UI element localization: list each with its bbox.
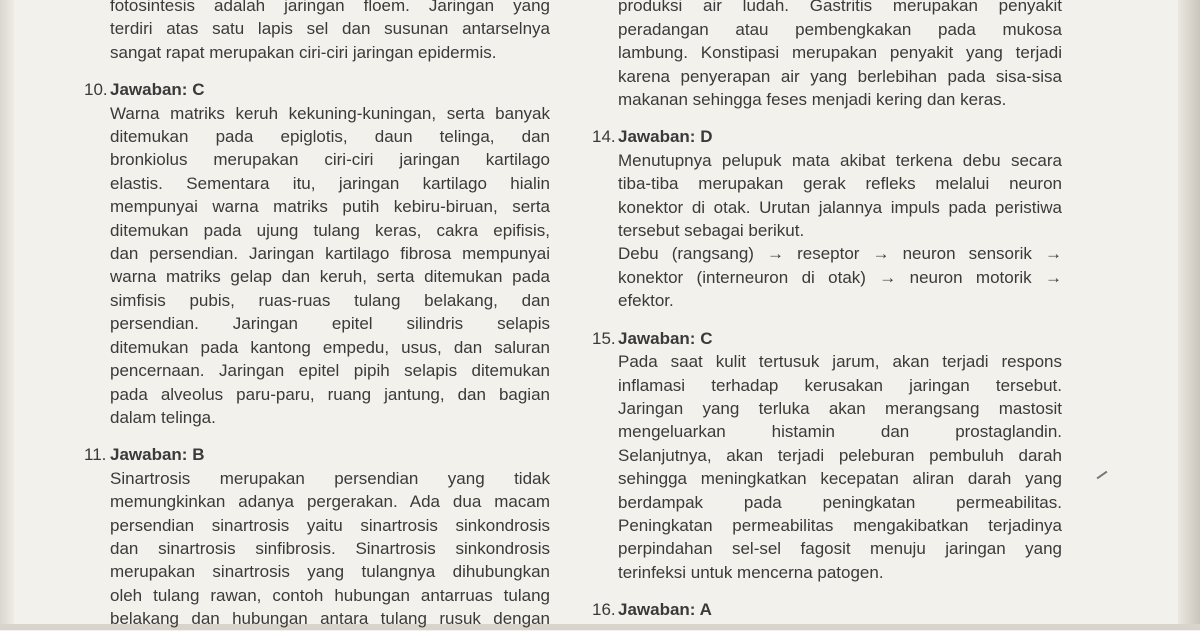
- text-line: Debu (rangsang) → reseptor → neuron sensorik →: [618, 244, 1062, 264]
- text-line: mengeluarkan histamin dan prostaglandin.: [618, 422, 1062, 442]
- text-line: Pada saat kulit tertusuk jarum, akan terjadi respons: [618, 352, 1062, 372]
- text-line: konektor (interneuron di otak) → neuron motorik →: [618, 267, 1062, 287]
- answer-label: Jawaban: C: [110, 80, 205, 100]
- answer-explanation-11: [110, 467, 550, 631]
- answer-heading-11: [84, 443, 550, 466]
- question-number: 14.: [592, 127, 616, 147]
- text-line: terdiri atas satu lapis sel dan susunan antarselnya: [110, 19, 550, 39]
- text-line: sangat rapat merupakan ciri-ciri jaringan epidermis.: [110, 42, 497, 62]
- text-line: Peningkatan permeabilitas mengakibatkan terjadinya: [618, 515, 1062, 535]
- answer-heading-10: [84, 78, 550, 101]
- text-line: terinfeksi untuk mencerna patogen.: [618, 562, 884, 582]
- text-line: produksi air ludah. Gastritis merupakan penyakit: [618, 0, 1062, 16]
- text-line: dalam telinga.: [110, 407, 216, 427]
- answer-label: Jawaban: D: [618, 127, 713, 147]
- answer-explanation-10: [110, 102, 550, 430]
- text-line: ditemukan pada ujung tulang keras, cakra epifisis,: [110, 220, 550, 240]
- question-number: 15.: [592, 328, 616, 348]
- answer-explanation-14: [618, 149, 1062, 313]
- answer-explanation-15: [618, 350, 1062, 584]
- text-line: Menutupnya pelupuk mata akibat terkena debu secara: [618, 150, 1062, 170]
- text-line: efektor.: [618, 291, 674, 311]
- text-line: mempunyai warna matriks putih kebiru-biruan, serta: [110, 197, 550, 217]
- text-line: bronkiolus merupakan ciri-ciri jaringan kartilago: [110, 150, 550, 170]
- text-line: pada alveolus paru-paru, ruang jantung, dan bagian: [110, 384, 550, 404]
- answer-heading-14: [592, 125, 1062, 148]
- text-line: tiba-tiba merupakan gerak refleks melalui neuron: [618, 174, 1062, 194]
- text-line: fotosintesis adalah jaringan floem. Jaringan yang: [110, 0, 550, 15]
- text-line: persendian. Jaringan epitel silindris selapis: [110, 314, 550, 334]
- answer-label: Jawaban: A: [618, 600, 712, 620]
- text-line: oleh tulang rawan, contoh hubungan antarruas tulang: [110, 585, 550, 605]
- text-line: pencernaan. Jaringan epitel pipih selapis ditemukan: [110, 361, 550, 381]
- text-line: Sinartrosis merupakan persendian yang tidak: [110, 468, 550, 488]
- text-line: ditemukan pada kantong empedu, usus, dan saluran: [110, 337, 550, 357]
- answer-label: Jawaban: B: [110, 445, 205, 465]
- text-line: persendian sinartrosis yaitu sinartrosis sinkondrosis: [110, 515, 550, 535]
- text-line: Jaringan yang terluka akan merangsang mastosit: [618, 398, 1062, 418]
- page-edge-left: [0, 0, 14, 630]
- text-line: makanan sehingga feses menjadi kering dan keras.: [618, 90, 1007, 110]
- right-intro-paragraph: [618, 0, 1062, 111]
- left-intro-paragraph: [110, 0, 550, 64]
- question-number: 11.: [84, 445, 107, 465]
- text-line: konektor di otak. Urutan jalannya impuls pada peristiwa: [618, 197, 1062, 217]
- text-line: ditemukan pada epiglotis, daun telinga, dan: [110, 127, 550, 147]
- question-number: 16.: [592, 600, 616, 620]
- question-number: 10.: [84, 80, 108, 100]
- page-edge-right: [1178, 0, 1200, 630]
- answer-heading-15: [592, 327, 1062, 350]
- left-column: [84, 0, 550, 631]
- text-line: dan persendian. Jaringan kartilago fibrosa mempunyai: [110, 244, 550, 264]
- answer-label: Jawaban: C: [618, 328, 713, 348]
- text-line: lambung. Konstipasi merupakan penyakit yang terjadi: [618, 43, 1062, 63]
- text-line: merupakan sinartrosis yang tulangnya dihubungkan: [110, 562, 550, 582]
- text-line: belakang dan hubungan antara tulang rusuk dengan: [110, 609, 550, 629]
- text-line: memungkinkan adanya pergerakan. Ada dua macam: [110, 492, 550, 512]
- right-column: [592, 0, 1062, 622]
- text-line: inflamasi terhadap kerusakan jaringan tersebut.: [618, 375, 1062, 395]
- text-line: Selanjutnya, akan terjadi peleburan pembuluh darah: [618, 445, 1062, 465]
- pen-mark: [1097, 471, 1108, 480]
- text-line: berdampak pada peningkatan permeabilitas.: [618, 492, 1062, 512]
- text-line: karena penyerapan air yang berlebihan pada sisa-sisa: [618, 66, 1062, 86]
- text-line: tersebut sebagai berikut.: [618, 221, 805, 241]
- text-line: dan sinartrosis sinfibrosis. Sinartrosis sinkondrosis: [110, 538, 550, 558]
- text-line: perpindahan sel-sel fagosit menuju jaringan yang: [618, 539, 1062, 559]
- text-line: elastis. Sementara itu, jaringan kartilago hialin: [110, 173, 550, 193]
- text-line: peradangan atau pembengkakan pada mukosa: [618, 19, 1062, 39]
- answer-heading-16: [592, 598, 1062, 621]
- text-line: warna matriks gelap dan keruh, serta ditemukan pada: [110, 267, 550, 287]
- text-line: sehingga meningkatkan kecepatan aliran darah yang: [618, 469, 1062, 489]
- text-line: simfisis pubis, ruas-ruas tulang belakang, dan: [110, 290, 550, 310]
- text-line: Warna matriks keruh kekuning-kuningan, serta banyak: [110, 103, 550, 123]
